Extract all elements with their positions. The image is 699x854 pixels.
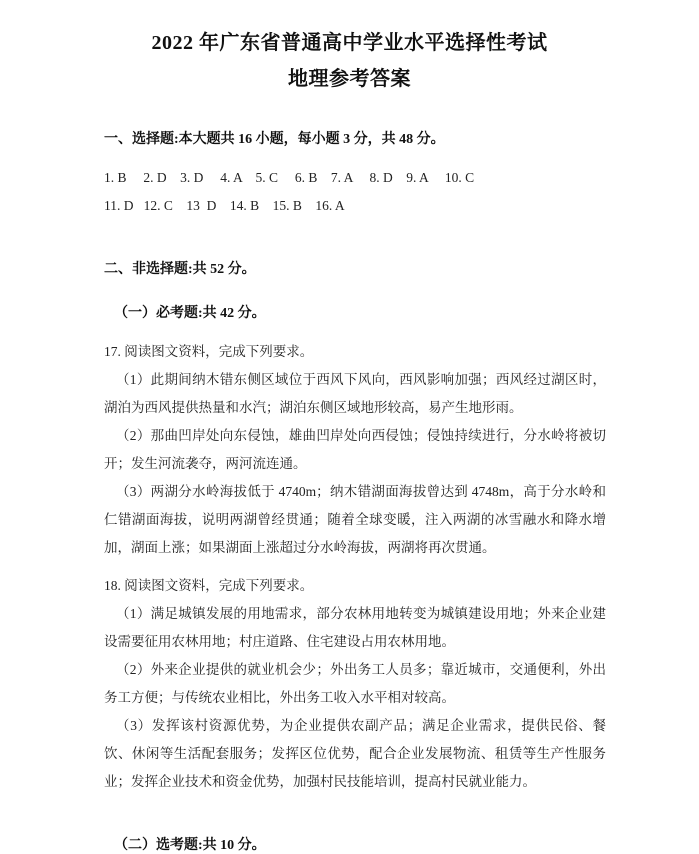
- document-subtitle: 地理参考答案: [288, 68, 411, 90]
- section-heading-multiple-choice: 一、选择题:本大题共 16 小题，每小题 3 分，共 48 分。: [104, 132, 445, 147]
- question-17-answer-1: （1）此期间纳木错东侧区域位于西风下风向，西风影响加强；西风经过湖区时，湖泊为西风提供热量和水汽；湖泊东侧区域地形较高，易产生地形雨。: [104, 372, 606, 415]
- subsection-heading-optional: （二）选考题:共 10 分。: [114, 838, 266, 853]
- document-body: [104, 126, 606, 854]
- subsection-spacer: [104, 796, 606, 816]
- subsection-heading-required: （一）必考题:共 42 分。: [114, 306, 266, 321]
- question-17-stem: 17. 阅读图文资料，完成下列要求。: [104, 344, 314, 359]
- document-title: 2022 年广东省普通高中学业水平选择性考试: [151, 32, 548, 54]
- document-title-block: [0, 0, 699, 94]
- answer-row-2: 11. D 12. C 13 D 14. B 15. B 16. A: [104, 198, 345, 213]
- answer-row-1: 1. B 2. D 3. D 4. A 5. C 6. B 7. A 8. D 9. A 10. C: [104, 170, 475, 185]
- question-17-answer-2: （2）那曲凹岸处向东侵蚀，雄曲凹岸处向西侵蚀；侵蚀持续进行，分水岭将被切开；发生河流袭夺，两河流连通。: [104, 428, 606, 471]
- question-18-answer-3: （3）发挥该村资源优势，为企业提供农副产品；满足企业需求，提供民俗、餐饮、休闲等生活配套服务；发挥区位优势，配合企业发展物流、租赁等生产性服务业；发挥企业技术和资金优势，加强村民技能培训，提高村民就业能力。: [104, 718, 606, 789]
- section-spacer: [104, 220, 606, 256]
- section-heading-free-response: 二、非选择题:共 52 分。: [104, 262, 256, 277]
- question-18-answer-2: （2）外来企业提供的就业机会少；外出务工人员多；靠近城市，交通便利，外出务工方便；与传统农业相比，外出务工收入水平相对较高。: [104, 662, 606, 705]
- question-17-answer-3: （3）两湖分水岭海拔低于 4740m；纳木错湖面海拔曾达到 4748m，高于分水岭和仁错湖面海拔，说明两湖曾经贯通；随着全球变暖，注入两湖的冰雪融水和降水增加，湖面上涨；如果湖面上涨超过分水岭海拔，两湖将再次贯通。: [104, 484, 606, 555]
- question-18-answer-1: （1）满足城镇发展的用地需求，部分农林用地转变为城镇建设用地；外来企业建设需要征用农林用地；村庄道路、住宅建设占用农林用地。: [104, 606, 606, 649]
- question-18-stem: 18. 阅读图文资料，完成下列要求。: [104, 578, 314, 593]
